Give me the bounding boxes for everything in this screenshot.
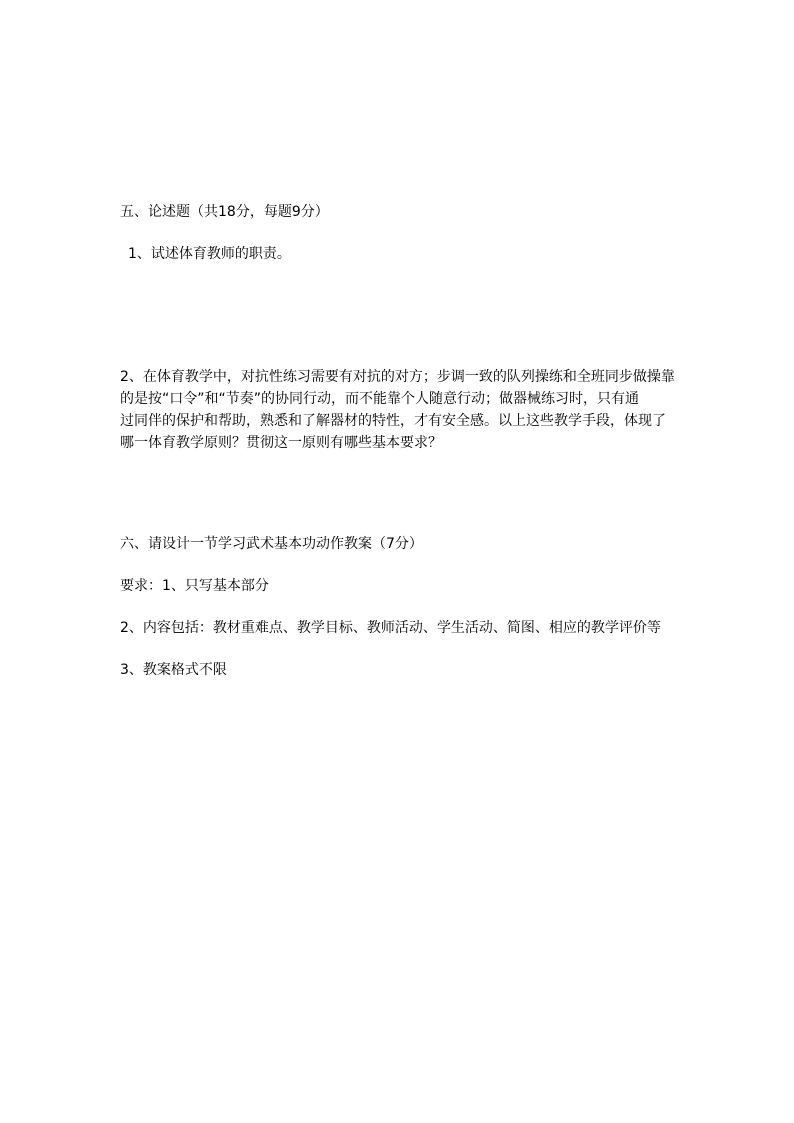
question-2 (120, 366, 680, 454)
question-1: 1、试述体育教师的职责。 (128, 246, 291, 262)
requirement-1: 要求：1、只写基本部分 (120, 578, 269, 594)
question-2-line: 过同伴的保护和帮助，熟悉和了解器材的特性，才有安全感。以上这些教学手段，体现了 (120, 413, 666, 429)
section-6-title: 六、请设计一节学习武术基本功动作教案（7分） (120, 536, 423, 552)
section-5-title: 五、论述题（共18分，每题9分） (120, 204, 329, 220)
requirement-2: 2、内容包括：教材重难点、教学目标、教师活动、学生活动、简图、相应的教学评价等 (120, 620, 661, 636)
question-2-line: 哪一体育教学原则？贯彻这一原则有哪些基本要求？ (120, 435, 442, 451)
requirement-3: 3、教案格式不限 (120, 662, 227, 678)
question-2-line: 2、在体育教学中，对抗性练习需要有对抗的对方；步调一致的队列操练和全班同步做操靠 (120, 369, 675, 385)
question-2-line: 的是按“口令”和“节奏”的协同行动，而不能靠个人随意行动；做器械练习时，只有通 (120, 391, 640, 407)
